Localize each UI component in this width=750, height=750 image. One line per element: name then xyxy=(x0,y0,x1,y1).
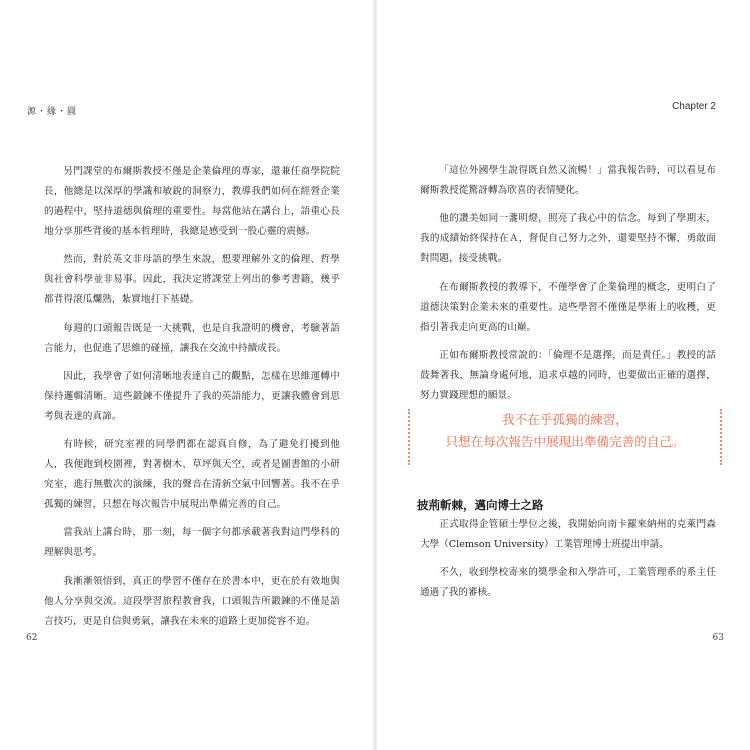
running-head-left: 源・緣・圓 xyxy=(27,107,78,117)
paragraph: 正式取得企管碩士學位之後，我開始向南卡羅來納州的克萊門森大學（Clemson University）工業管理博士班提出申請。 xyxy=(420,519,716,550)
right-page xyxy=(375,0,750,750)
paragraph: 有時候，研究室裡的同學們都在認真自修，為了避免打擾到他人，我便跑到校園裡，對著樹木、草坪與天空，或者是圖書館的小研究室，進行無數次的演練，我的聲音在清新空氣中回響著。我不在乎孤獨的練習，只想在每次報告中展現出準備完善的自己。 xyxy=(44,439,340,511)
section-body xyxy=(420,515,716,612)
paragraph: 不久，收到學校寄來的獎學金和入學許可，工業管理系的系主任通過了我的審核。 xyxy=(420,567,716,599)
paragraph: 然而，對於英文非母語的學生來說，想要理解外文的倫理、哲學與社會科學並非易事。因此，我決定將課堂上列出的參考書籍，幾乎都背得滾瓜爛熟，紮實地打下基礎。 xyxy=(44,254,340,306)
pull-quote xyxy=(408,409,722,465)
paragraph: 另門課堂的布爾斯教授不僅是企業倫理的專家，還兼任商學院院長，他總是以深厚的學識和敏銳的洞察力，教導我們如何在經營企業的過程中，堅持道德與倫理的重要性。每當他站在講台上，語重心長地分享那些背後的基本哲理時，我總是感受到一股心靈的震撼。 xyxy=(44,166,340,237)
left-page-body xyxy=(44,162,340,640)
paragraph: 每週的口頭報告既是一大挑戰，也是自我證明的機會，考驗著語言能力，也促進了思維的碰撞，讓我在交流中持續成長。 xyxy=(44,322,340,354)
page-number-right: 63 xyxy=(712,633,724,643)
paragraph: 「這位外國學生說得既自然又流暢！」當我報告時，可以看見布爾斯教授從驚訝轉為欣喜的表情變化。 xyxy=(420,165,716,196)
page-number-left: 62 xyxy=(26,633,38,643)
pull-quote-line-1: 我不在乎孤獨的練習， xyxy=(502,412,628,427)
paragraph: 正如布爾斯教授常說的：「倫理不是選擇，而是責任。」教授的話鼓舞著我，無論身處何地，追求卓越的同時，也要做出正確的選擇，努力實踐理想的願景。 xyxy=(420,349,716,401)
paragraph: 他的讚美如同一盞明燈，照亮了我心中的信念。每到了學期末，我的成績始終保持在Ａ，督促自己努力之外，還要堅持不懈，勇敢面對問題，接受挑戰。 xyxy=(420,213,716,265)
paragraph: 我漸漸領悟到，真正的學習不僅存在於書本中，更在於有效地與他人分享與交流。這段學習旅程教會我，口頭報告所鍛鍊的不僅是語言技巧，更是自信與勇氣，讓我在未來的道路上更加從容不迫。 xyxy=(44,575,340,627)
paragraph: 當我站上講台時，那一刻，每一個字句都承載著我對這門學科的理解與思考。 xyxy=(44,527,340,559)
pull-quote-line-2: 只想在每次報告中展現出準備完善的自己。 xyxy=(445,434,685,449)
paragraph: 因此，我學會了如何清晰地表達自己的觀點，怎樣在思維運轉中保持邏輯清晰。這些鍛鍊不僅提升了我的英語能力，更讓我體會到思考與表達的真諦。 xyxy=(44,370,340,422)
paragraph: 在布爾斯教授的教導下，不僅學會了企業倫理的概念，更明白了道德決策對企業未來的重要性。這些學習不僅僅是學術上的收穫，更指引著我走向更高的山巔。 xyxy=(420,281,716,333)
section-heading: 披荊斬棘，邁向博士之路 xyxy=(417,498,544,512)
right-page-body xyxy=(420,161,716,414)
running-head-right: Chapter 2 xyxy=(672,101,716,112)
